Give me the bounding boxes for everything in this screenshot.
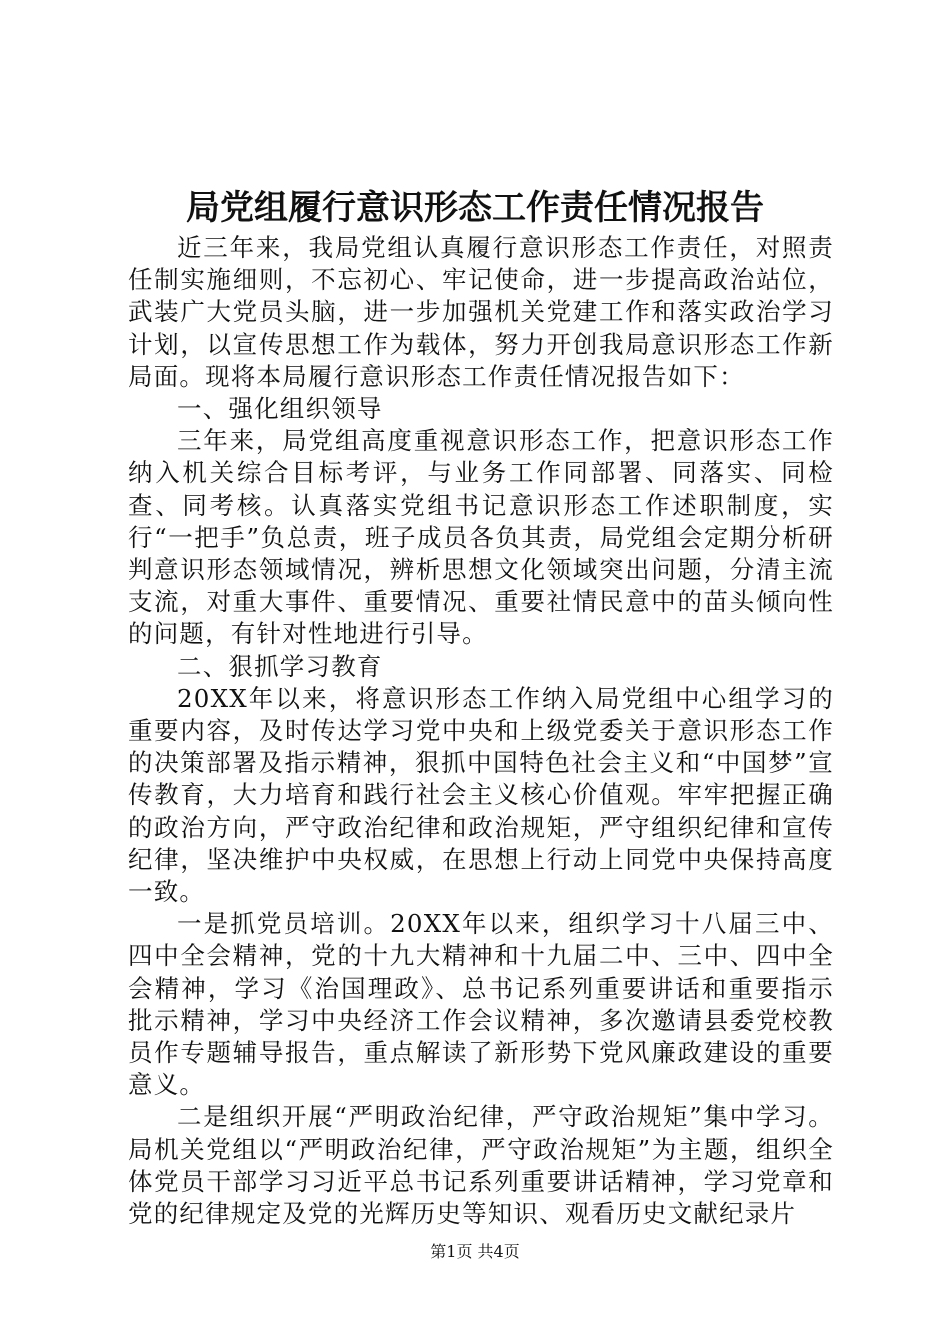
document-body — [128, 232, 834, 1230]
paragraph-training: 一是抓党员培训。20XX年以来，组织学习十八届三中、四中全会精神，党的十九大精神和十九届二中、三中、四中全会精神，学习《治国理政》、总书记系列重要讲话和重要指示批示精神，学习中央经济工作会议精神，多次邀请县委党校教员作专题辅导报告，重点解读了新形势下党风廉政建设的重要意义。 — [128, 909, 834, 1100]
page-number-footer: 第1页 共4页 — [430, 1242, 520, 1261]
paragraph-discipline: 二是组织开展“严明政治纪律，严守政治规矩”集中学习。局机关党组以“严明政治纪律，严守政治规矩”为主题，组织全体党员干部学习习近平总书记系列重要讲话精神，学习党章和党的纪律规定及党的光辉历史等知识、观看历史文献纪录片 — [128, 1102, 834, 1229]
document-title: 局党组履行意识形态工作责任情况报告 — [186, 188, 764, 228]
section-heading-1: 一、强化组织领导 — [177, 394, 383, 424]
paragraph-intro: 近三年来，我局党组认真履行意识形态工作责任，对照责任制实施细则，不忘初心、牢记使命，进一步提高政治站位，武装广大党员头脑，进一步加强机关党建工作和落实政治学习计划，以宣传思想工作为载体，努力开创我局意识形态工作新局面。现将本局履行意识形态工作责任情况报告如下： — [128, 233, 834, 391]
section-heading-2: 二、狠抓学习教育 — [177, 651, 383, 681]
paragraph-study: 20XX年以来，将意识形态工作纳入局党组中心组学习的重要内容，及时传达学习党中央和上级党委关于意识形态工作的决策部署及指示精神，狠抓中国特色社会主义和“中国梦”宣传教育，大力培育和践行社会主义核心价值观。牢牢把握正确的政治方向，严守政治纪律和政治规矩，严守组织纪律和宣传纪律，坚决维护中央权威，在思想上行动上同党中央保持高度一致。 — [128, 683, 834, 907]
paragraph-organization: 三年来，局党组高度重视意识形态工作，把意识形态工作纳入机关综合目标考评，与业务工作同部署、同落实、同检查、同考核。认真落实党组书记意识形态工作述职制度，实行“一把手”负总责，班子成员各负其责，局党组会定期分析研判意识形态领域情况，辨析思想文化领域突出问题，分清主流支流，对重大事件、重要情况、重要社情民意中的苗头倾向性的问题，有针对性地进行引导。 — [128, 426, 834, 649]
